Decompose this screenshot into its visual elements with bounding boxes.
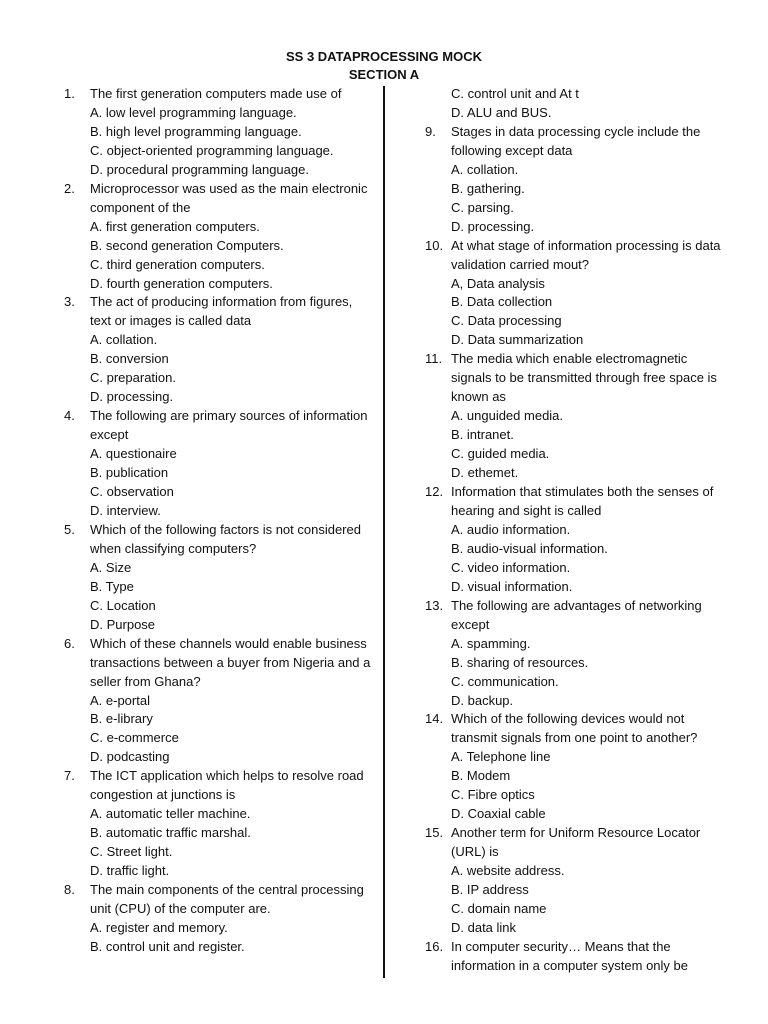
- answer-option: D. fourth generation computers.: [90, 275, 273, 291]
- question-number: 15.: [425, 825, 444, 841]
- question-item: [64, 881, 374, 957]
- answer-option: D. ALU and BUS.: [451, 104, 552, 120]
- answer-option: A. spamming.: [451, 635, 531, 651]
- answer-option: C. e-commerce: [90, 730, 179, 746]
- question-item: [425, 710, 730, 824]
- question-text: The following are primary sources of information except: [90, 408, 368, 443]
- answer-option: D. Data summarization: [451, 332, 584, 348]
- question-text: Microprocessor was used as the main electronic component of the: [90, 180, 368, 215]
- answer-option: C. parsing.: [451, 199, 514, 215]
- answer-option: C. Data processing: [451, 313, 562, 329]
- answer-option: D. backup.: [451, 692, 514, 708]
- question-item: [425, 597, 730, 711]
- answer-option: B. e-library: [90, 711, 153, 727]
- column-divider: [383, 86, 385, 978]
- question-text: Which of the following devices would not transmit signals from one point to another?: [451, 711, 698, 746]
- question-text: The main components of the central processing unit (CPU) of the computer are.: [90, 882, 364, 916]
- question-text: The ICT application which helps to resolve road congestion at junctions is: [90, 768, 364, 803]
- section-heading: SECTION A: [348, 67, 420, 82]
- question-number: 12.: [425, 484, 444, 500]
- answer-option: C. domain name: [451, 900, 547, 916]
- left-column: [64, 85, 374, 957]
- answer-option: A. Telephone line: [451, 749, 551, 765]
- question-number: 5.: [64, 521, 75, 537]
- answer-option: A, Data analysis: [451, 275, 545, 291]
- question-text: Which of these channels would enable business transactions between a buyer from Nigeria and a seller from Ghana?: [90, 635, 371, 689]
- answer-option: A. audio information.: [451, 521, 571, 537]
- answer-option: B. publication: [90, 465, 169, 481]
- question-number: 6.: [64, 635, 75, 651]
- answer-option: D. visual information.: [451, 578, 573, 594]
- answer-option: B. conversion: [90, 351, 169, 367]
- question-item: [425, 123, 730, 237]
- answer-option: C. observation: [90, 484, 174, 500]
- question-text: The following are advantages of networking except: [451, 597, 702, 632]
- answer-option: C. preparation.: [90, 370, 176, 386]
- question-item: [64, 635, 374, 768]
- question-number: 4.: [64, 408, 75, 424]
- answer-option: B. sharing of resources.: [451, 654, 589, 670]
- question-number: 2.: [64, 180, 75, 196]
- question-text: The media which enable electromagnetic signals to be transmitted through free space is known as: [451, 351, 717, 405]
- answer-option: B. intranet.: [451, 427, 514, 443]
- question-number: 11.: [425, 351, 443, 367]
- answer-option: D. processing.: [90, 389, 174, 405]
- answer-option: C. control unit and At t: [451, 86, 579, 101]
- answer-option: C. third generation computers.: [90, 256, 265, 272]
- answer-option: D. processing.: [451, 218, 535, 234]
- question-number: 9.: [425, 123, 436, 139]
- page-title: SS 3 DATAPROCESSING MOCK: [286, 49, 482, 64]
- question-item: [64, 180, 374, 294]
- question-number: 3.: [64, 294, 75, 310]
- answer-option: B. control unit and register.: [90, 938, 245, 954]
- answer-option: C. Location: [90, 597, 156, 613]
- answer-option: A. collation.: [451, 161, 519, 177]
- answer-option: D. podcasting: [90, 749, 170, 765]
- question-text: In computer security… Means that the information in a computer system only be: [451, 938, 688, 973]
- answer-option: D. Purpose: [90, 616, 156, 632]
- question-text: Another term for Uniform Resource Locator (URL) is: [451, 825, 701, 860]
- question-text: At what stage of information processing is data validation carried mout?: [451, 237, 721, 272]
- answer-option: A. website address.: [451, 863, 565, 879]
- answer-option: C. object-oriented programming language.: [90, 142, 334, 158]
- answer-option: A. register and memory.: [90, 919, 228, 935]
- question-number: 8.: [64, 882, 75, 898]
- answer-option: B. automatic traffic marshal.: [90, 825, 251, 841]
- answer-option: B. high level programming language.: [90, 123, 302, 139]
- question-item: [64, 521, 374, 635]
- question-text: Information that stimulates both the senses of hearing and sight is called: [451, 484, 714, 518]
- answer-option: A. e-portal: [90, 692, 150, 708]
- question-item: [64, 293, 374, 407]
- answer-option: D. traffic light.: [90, 863, 170, 879]
- question-item: [64, 407, 374, 521]
- answer-option: B. gathering.: [451, 180, 525, 196]
- answer-option: D. interview.: [90, 502, 161, 518]
- answer-option: B. Data collection: [451, 294, 553, 310]
- answer-option: D. data link: [451, 919, 517, 935]
- answer-option: A. low level programming language.: [90, 104, 297, 120]
- question-number: 13.: [425, 597, 444, 613]
- answer-option: A. first generation computers.: [90, 218, 260, 234]
- answer-option: A. Size: [90, 559, 132, 575]
- answer-option: C. communication.: [451, 673, 559, 689]
- answer-option: B. second generation Computers.: [90, 237, 284, 253]
- answer-option: A. unguided media.: [451, 408, 564, 424]
- answer-option: B. audio-visual information.: [451, 540, 608, 556]
- answer-option: D. procedural programming language.: [90, 161, 309, 177]
- question-item: [425, 938, 730, 976]
- question-item: [64, 85, 374, 180]
- question-item: [425, 483, 730, 597]
- question-item: [425, 824, 730, 938]
- answer-option: C. Fibre optics: [451, 787, 535, 803]
- question-text: The act of producing information from figures, text or images is called data: [90, 294, 353, 329]
- answer-option: A. questionaire: [90, 446, 177, 462]
- question-item: [64, 767, 374, 881]
- question-number: 16.: [425, 938, 444, 954]
- question-number: 1.: [64, 86, 75, 101]
- right-column: [425, 85, 730, 976]
- question-text: Stages in data processing cycle include the following except data: [451, 123, 701, 158]
- answer-option: A. automatic teller machine.: [90, 806, 251, 822]
- question-number: 10.: [425, 237, 444, 253]
- answer-option: C. video information.: [451, 559, 571, 575]
- answer-option: A. collation.: [90, 332, 158, 348]
- answer-option: C. guided media.: [451, 446, 550, 462]
- question-text: The first generation computers made use of: [90, 86, 342, 101]
- question-text: Which of the following factors is not considered when classifying computers?: [90, 521, 361, 556]
- answer-option: D. ethemet.: [451, 465, 519, 481]
- question-number: 14.: [425, 711, 444, 727]
- answer-option: C. Street light.: [90, 844, 173, 860]
- question-item: [425, 237, 730, 351]
- answer-option: B. Type: [90, 578, 134, 594]
- answer-option: B. IP address: [451, 882, 529, 898]
- answer-option: D. Coaxial cable: [451, 806, 546, 822]
- question-item: [425, 350, 730, 483]
- question-number: 7.: [64, 768, 75, 784]
- answer-option: B. Modem: [451, 768, 511, 784]
